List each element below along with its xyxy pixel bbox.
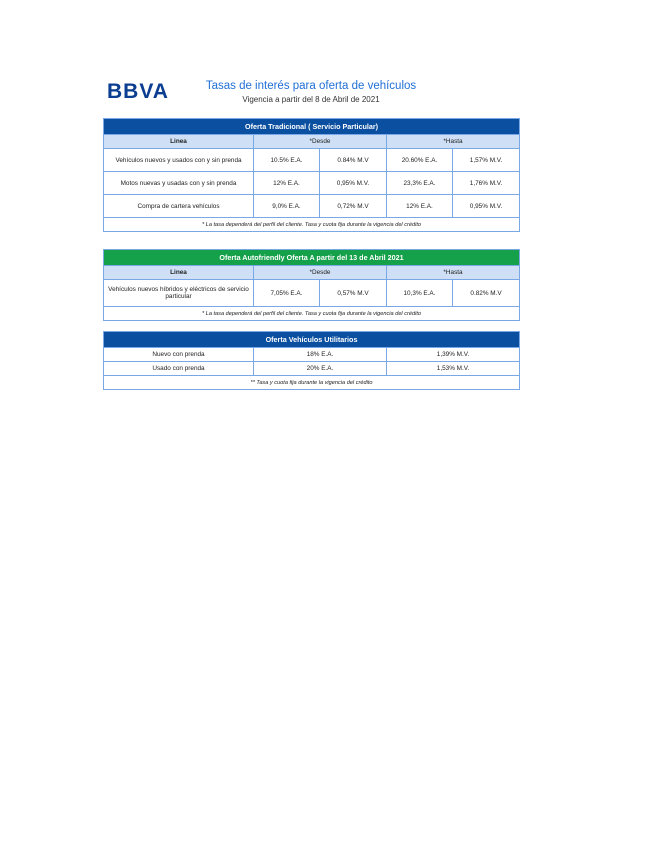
- table-oferta-tradicional: [103, 118, 520, 232]
- table-row: [104, 362, 520, 376]
- cell-hasta-mv: 0.82% M.V: [453, 280, 520, 307]
- bbva-logo: BBVA: [107, 80, 169, 103]
- cell-desde-ea: 9,0% E.A.: [254, 195, 320, 218]
- cell-linea: Motos nuevas y usadas con y sin prenda: [104, 172, 254, 195]
- table-row: [104, 172, 520, 195]
- table-oferta-autofriendly: [103, 249, 520, 321]
- table-vehiculos-utilitarios: [103, 331, 520, 390]
- cell-hasta-ea: 12% E.A.: [387, 195, 453, 218]
- table-row: [104, 149, 520, 172]
- column-header-hasta: *Hasta: [387, 135, 520, 149]
- table-footnote: * La tasa dependerá del perfil del cliente. Tasa y cuota fija durante la vigencia del crédito: [104, 307, 520, 321]
- cell-mv: 1,39% M.V.: [387, 348, 520, 362]
- cell-desde-ea: 10.5% E.A.: [254, 149, 320, 172]
- table-title: Oferta Vehículos Utilitarios: [104, 332, 520, 348]
- cell-desde-mv: 0,57% M.V: [320, 280, 387, 307]
- page-subtitle: Vigencia a partir del 8 de Abril de 2021: [242, 95, 380, 104]
- cell-desde-ea: 7,05% E.A.: [254, 280, 320, 307]
- cell-ea: 20% E.A.: [254, 362, 387, 376]
- table-row: [104, 195, 520, 218]
- cell-desde-mv: 0,72% M.V: [320, 195, 387, 218]
- table-title: Oferta Autofriendly Oferta A partir del 13 de Abril 2021: [104, 250, 520, 266]
- table-footnote: * La tasa dependerá del perfil del cliente. Tasa y cuota fija durante la vigencia del crédito: [104, 218, 520, 232]
- cell-desde-mv: 0.84% M.V: [320, 149, 387, 172]
- cell-linea: Vehículos nuevos híbridos y eléctricos de servicio particular: [104, 280, 254, 307]
- cell-hasta-mv: 1,57% M.V.: [453, 149, 520, 172]
- cell-desde-ea: 12% E.A.: [254, 172, 320, 195]
- column-header-desde: *Desde: [254, 135, 387, 149]
- cell-desde-mv: 0,95% M.V.: [320, 172, 387, 195]
- cell-linea: Nuevo con prenda: [104, 348, 254, 362]
- cell-mv: 1,53% M.V.: [387, 362, 520, 376]
- cell-hasta-mv: 0,95% M.V.: [453, 195, 520, 218]
- cell-linea: Usado con prenda: [104, 362, 254, 376]
- page-title: Tasas de interés para oferta de vehículos: [205, 80, 417, 92]
- cell-hasta-mv: 1,76% M.V.: [453, 172, 520, 195]
- cell-linea: Vehículos nuevos y usados con y sin prenda: [104, 149, 254, 172]
- cell-hasta-ea: 20.60% E.A.: [387, 149, 453, 172]
- cell-hasta-ea: 10,3% E.A.: [387, 280, 453, 307]
- column-header-linea: Linea: [104, 266, 254, 280]
- table-row: [104, 280, 520, 307]
- table-row: [104, 348, 520, 362]
- table-footnote: ** Tasa y cuota fija durante la vigencia del crédito: [104, 376, 520, 390]
- column-header-hasta: *Hasta: [387, 266, 520, 280]
- column-header-linea: Linea: [104, 135, 254, 149]
- cell-hasta-ea: 23,3% E.A.: [387, 172, 453, 195]
- column-header-desde: *Desde: [254, 266, 387, 280]
- cell-ea: 18% E.A.: [254, 348, 387, 362]
- table-title: Oferta Tradicional ( Servicio Particular): [104, 119, 520, 135]
- cell-linea: Compra de cartera vehículos: [104, 195, 254, 218]
